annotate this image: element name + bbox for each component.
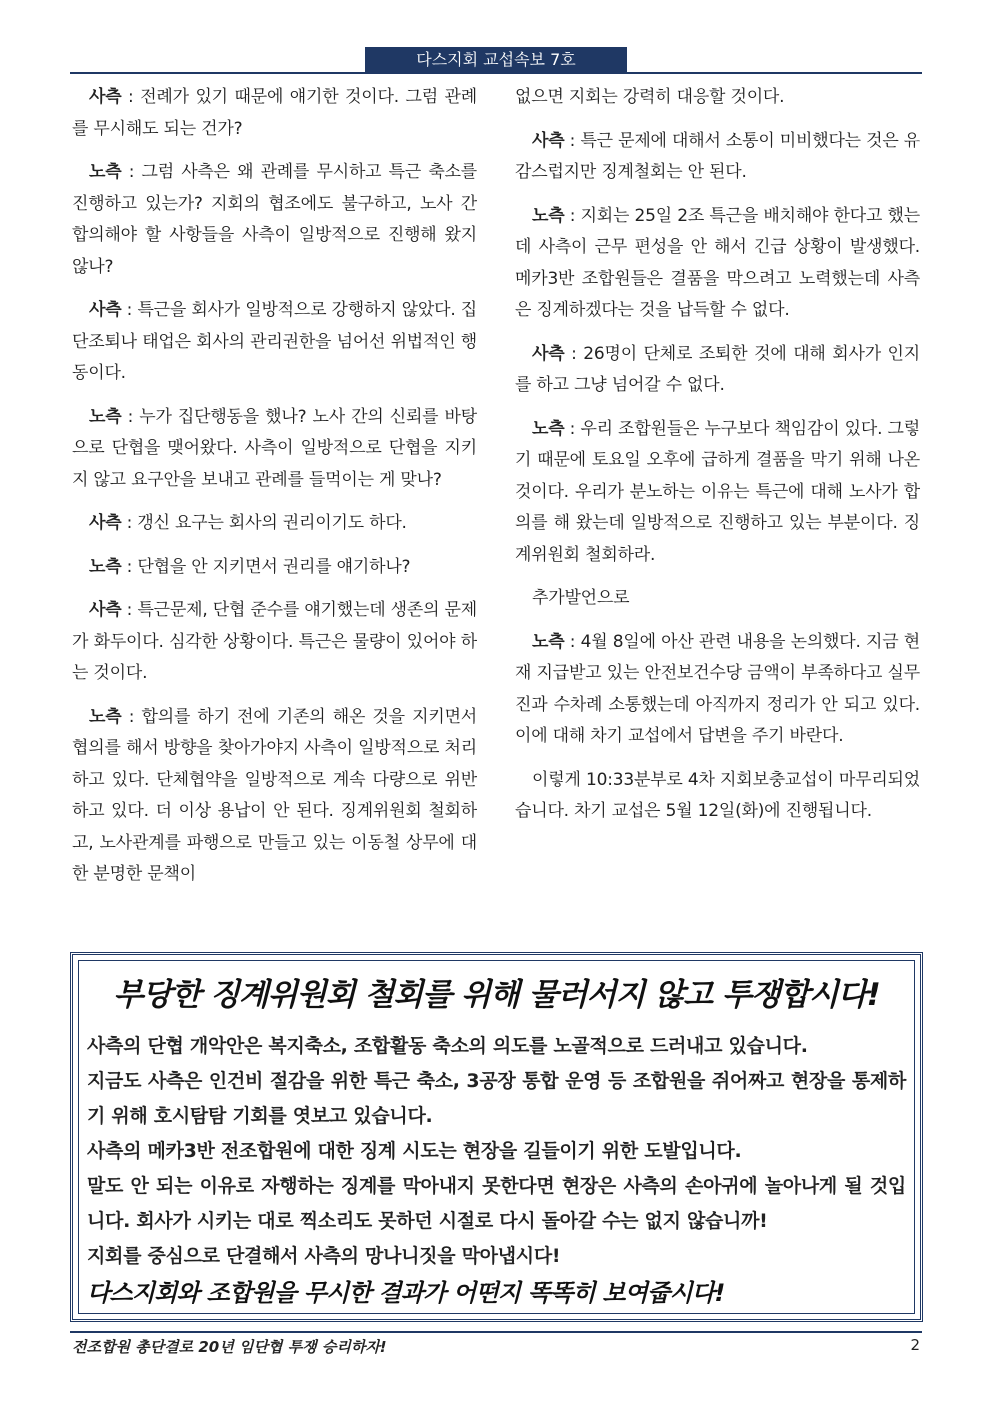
notice-line: 말도 안 되는 이유로 자행하는 징계를 막아내지 못한다면 현장은 사측의 손아귀에 놀아나게 될 것입니다. 회사가 시키는 대로 찍소리도 못하던 시절로 다시 돌아갈 수는 없지 않습니까! xyxy=(87,1175,906,1232)
paragraph-text: 특근 문제에 대해서 소통이 미비했다는 것은 유감스럽지만 징계철회는 안 된다. xyxy=(515,130,920,182)
notice-body xyxy=(87,1029,906,1311)
speaker-label: 사측 xyxy=(89,87,122,107)
speaker-label: 노측 xyxy=(532,205,565,226)
footer-divider xyxy=(70,1331,922,1333)
paragraph-text: 4월 8일에 아산 관련 내용을 논의했다. 지금 현재 지급받고 있는 안전보건수당 금액이 부족하다고 실무진과 수차례 소통했는데 아직까지 정리가 안 되고 있다. 이에 대해 차기 교섭에서 답변을 주기 바란다. xyxy=(515,631,920,746)
right-column xyxy=(515,82,920,840)
speaker-label: 노측 xyxy=(532,631,565,652)
speaker-label: 사측 xyxy=(89,300,122,320)
speaker-label: 사측 xyxy=(89,513,122,533)
notice-box xyxy=(70,952,923,1322)
paragraph: 사측 : 특근문제, 단협 준수를 얘기했는데 생존의 문제가 화두이다. 심각한 상황이다. 특근은 물량이 있어야 하는 것이다. xyxy=(72,600,477,683)
notice-box-inner xyxy=(78,960,915,1314)
paragraph-text: 없으면 지회는 강력히 대응할 것이다. xyxy=(515,87,785,107)
paragraph-text: 단협을 안 지키면서 권리를 얘기하나? xyxy=(137,556,411,577)
left-column xyxy=(72,82,477,903)
paragraph-text: 지회는 25일 2조 특근을 배치해야 한다고 했는데 사측이 근무 편성을 안 해서 긴급 상황이 발생했다. 메카3반 조합원들은 결품을 막으려고 노력했는데 사측은 징계하겠다는 것을 납득할 수 없다. xyxy=(515,205,920,320)
paragraph-text: 특근을 회사가 일방적으로 강행하지 않았다. 집단조퇴나 태업은 회사의 관리권한을 넘어선 위법적인 행동이다. xyxy=(72,300,478,383)
paragraph: 노측 : 그럼 사측은 왜 관례를 무시하고 특근 축소를 진행하고 있는가? 지회의 협조에도 불구하고, 노사 간 합의해야 할 사항들을 사측이 일방적으로 진행해 왔지 않나? xyxy=(72,162,478,277)
paragraph: 노측 : 단협을 안 지키면서 권리를 얘기하나? xyxy=(89,556,411,577)
paragraph: 사측 : 갱신 요구는 회사의 권리이기도 하다. xyxy=(89,513,407,533)
notice-line: 지회를 중심으로 단결해서 사측의 망나니짓을 막아냅시다! xyxy=(87,1245,561,1267)
notice-title: 부당한 징계위원회 철회를 위해 물러서지 않고 투쟁합시다! xyxy=(113,977,880,1013)
notice-line: 사측의 단협 개악안은 복지축소, 조합활동 축소의 의도를 노골적으로 드러내고 있습니다. xyxy=(87,1035,808,1057)
speaker-label: 사측 xyxy=(532,130,565,151)
paragraph-text: 전례가 있기 때문에 얘기한 것이다. 그럼 관례를 무시해도 되는 건가? xyxy=(72,87,477,139)
notice-line: 지금도 사측은 인건비 절감을 위한 특근 축소, 3공장 통합 운영 등 조합원을 쥐어짜고 현장을 통제하기 위해 호시탐탐 기회를 엿보고 있습니다. xyxy=(87,1070,906,1127)
page-number: 2 xyxy=(910,1336,920,1354)
speaker-label: 노측 xyxy=(89,406,122,427)
paragraph: 사측 : 특근 문제에 대해서 소통이 미비했다는 것은 유감스럽지만 징계철회는 안 된다. xyxy=(515,130,920,182)
paragraph-text: 이렇게 10:33분부로 4차 지회보충교섭이 마무리되었습니다. 차기 교섭은 5월 12일(화)에 진행됩니다. xyxy=(515,769,920,821)
footer-slogan: 전조합원 총단결로 20년 임단협 투쟁 승리하자! xyxy=(72,1338,387,1356)
header-divider xyxy=(70,72,922,74)
paragraph-text: 26명이 단체로 조퇴한 것에 대해 회사가 인지를 하고 그냥 넘어갈 수 없다. xyxy=(515,343,920,395)
speaker-label: 노측 xyxy=(89,162,122,182)
speaker-label: 사측 xyxy=(532,343,565,364)
newsletter-title: 다스지회 교섭속보 7호 xyxy=(365,47,627,72)
speaker-label: 사측 xyxy=(89,600,122,620)
paragraph-text: 누가 집단행동을 했나? 노사 간의 신뢰를 바탕으로 단협을 맺어왔다. 사측이 일방적으로 단협을 지키지 않고 요구안을 보내고 관례를 들먹이는 게 맞나? xyxy=(72,406,477,490)
paragraph: 사측 : 특근을 회사가 일방적으로 강행하지 않았다. 집단조퇴나 태업은 회사의 관리권한을 넘어선 위법적인 행동이다. xyxy=(72,300,478,383)
paragraph-text: 추가발언으로 xyxy=(532,588,630,608)
paragraph-text: 그럼 사측은 왜 관례를 무시하고 특근 축소를 진행하고 있는가? 지회의 협조에도 불구하고, 노사 간 합의해야 할 사항들을 사측이 일방적으로 진행해 왔지 않나? xyxy=(72,162,478,277)
notice-closing: 다스지회와 조합원을 무시한 결과가 어떤지 똑똑히 보여줍시다! xyxy=(87,1279,725,1307)
notice-line: 사측의 메카3반 전조합원에 대한 징계 시도는 현장을 길들이기 위한 도발입니다. xyxy=(87,1140,742,1162)
speaker-label: 노측 xyxy=(89,706,122,727)
paragraph: 사측 : 26명이 단체로 조퇴한 것에 대해 회사가 인지를 하고 그냥 넘어갈 수 없다. xyxy=(515,343,920,395)
paragraph-text: 합의를 하기 전에 기존의 해온 것을 지키면서 협의를 해서 방향을 찾아가야지 사측이 일방적으로 처리하고 있다. 단체협약을 일방적으로 계속 다량으로 위반하고 있다. 더 이상 용납이 안 된다. 징계위원회 철회하고, 노사관계를 파행으로 만들고 있는 이동철 상무에 대한 분명한 문책이 xyxy=(72,706,478,884)
paragraph xyxy=(515,765,920,828)
paragraph: 노측 : 누가 집단행동을 했나? 노사 간의 신뢰를 바탕으로 단협을 맺어왔다. 사측이 일방적으로 단협을 지키지 않고 요구안을 보내고 관례를 들먹이는 게 맞나? xyxy=(72,406,477,490)
paragraph xyxy=(515,82,920,114)
speaker-label: 노측 xyxy=(89,556,122,577)
paragraph-text: 특근문제, 단협 준수를 얘기했는데 생존의 문제가 화두이다. 심각한 상황이다. 특근은 물량이 있어야 하는 것이다. xyxy=(72,600,477,683)
paragraph-text: 우리 조합원들은 누구보다 책임감이 있다. 그렇기 때문에 토요일 오후에 급하게 결품을 막기 위해 나온 것이다. 우리가 분노하는 이유는 특근에 대해 노사가 합의를 해 왔는데 일방적으로 진행하고 있는 부분이다. 징계위원회 철회하라. xyxy=(515,418,920,565)
paragraph: 노측 : 지회는 25일 2조 특근을 배치해야 한다고 했는데 사측이 근무 편성을 안 해서 긴급 상황이 발생했다. 메카3반 조합원들은 결품을 막으려고 노력했는데 사측은 징계하겠다는 것을 납득할 수 없다. xyxy=(515,205,920,320)
paragraph xyxy=(515,583,920,615)
paragraph: 노측 : 합의를 하기 전에 기존의 해온 것을 지키면서 협의를 해서 방향을 찾아가야지 사측이 일방적으로 처리하고 있다. 단체협약을 일방적으로 계속 다량으로 위반하고 있다. 더 이상 용납이 안 된다. 징계위원회 철회하고, 노사관계를 파행으로 만들고 있는 이동철 상무에 대한 분명한 문책이 xyxy=(72,706,478,884)
paragraph: 노측 : 4월 8일에 아산 관련 내용을 논의했다. 지금 현재 지급받고 있는 안전보건수당 금액이 부족하다고 실무진과 수차례 소통했는데 아직까지 정리가 안 되고 있다. 이에 대해 차기 교섭에서 답변을 주기 바란다. xyxy=(515,631,920,746)
speaker-label: 노측 xyxy=(532,418,565,439)
paragraph: 사측 : 전례가 있기 때문에 얘기한 것이다. 그럼 관례를 무시해도 되는 건가? xyxy=(72,87,477,139)
paragraph: 노측 : 우리 조합원들은 누구보다 책임감이 있다. 그렇기 때문에 토요일 오후에 급하게 결품을 막기 위해 나온 것이다. 우리가 분노하는 이유는 특근에 대해 노사가 합의를 해 왔는데 일방적으로 진행하고 있는 부분이다. 징계위원회 철회하라. xyxy=(515,418,920,565)
paragraph-text: 갱신 요구는 회사의 권리이기도 하다. xyxy=(137,513,407,533)
